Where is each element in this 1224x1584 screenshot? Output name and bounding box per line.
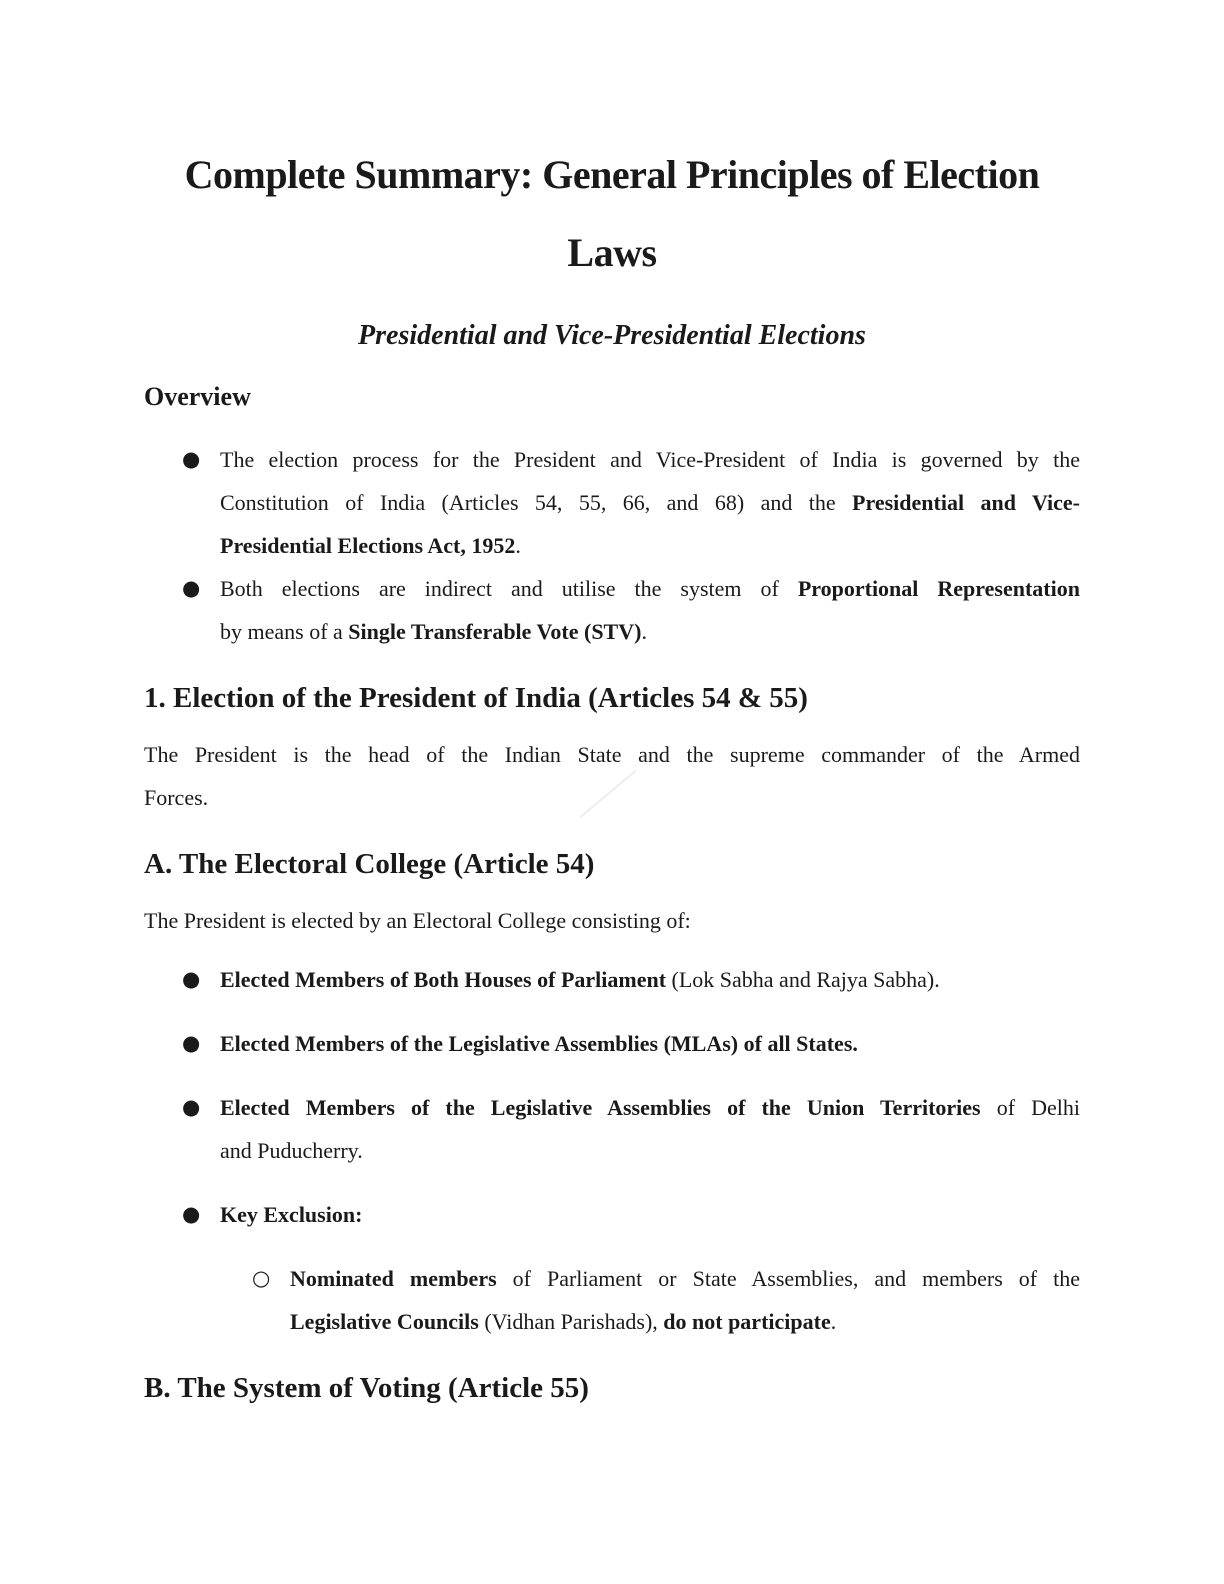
list-item-line <box>220 1129 1080 1172</box>
text-run-bold: Elected Members of the Legislative Assemblies of the Union Territories <box>220 1095 981 1120</box>
text-run: (Vidhan Parishads), <box>478 1309 664 1334</box>
text-run: Both elections are indirect and utilise the system of <box>220 576 798 601</box>
list-item <box>144 1193 1080 1236</box>
list-item-line <box>220 438 1080 481</box>
bullet-disc-icon: ● <box>182 447 201 471</box>
text-run-bold: Key Exclusion: <box>220 1202 363 1227</box>
list-item <box>144 567 1080 653</box>
bullet-list <box>144 958 1080 1343</box>
list-item-line <box>290 1300 1080 1343</box>
text-run-bold: Elected Members of Both Houses of Parliament <box>220 967 667 992</box>
bullet-disc-icon: ● <box>182 1031 201 1055</box>
list-item-line <box>220 1022 1080 1065</box>
document-subtitle: Presidential and Vice-Presidential Elections <box>358 320 866 351</box>
text-run: (Lok Sabha and Rajya Sabha). <box>666 967 940 992</box>
paragraph-line <box>144 776 1080 819</box>
text-run-bold: Elected Members of the Legislative Assemblies (MLAs) of all States. <box>220 1031 858 1056</box>
text-run: and Puducherry. <box>220 1138 363 1163</box>
text-run: The President is the head of the Indian State and the supreme commander of the Armed <box>144 742 1080 767</box>
list-item-line <box>220 1193 1080 1236</box>
list-item-line <box>220 958 1080 1001</box>
document-title-line-2: Laws <box>567 230 657 275</box>
heading-electoral-college: A. The Electoral College (Article 54) <box>144 848 595 880</box>
list-item-line <box>290 1257 1080 1300</box>
text-run: The President is elected by an Electoral College consisting of: <box>144 908 691 933</box>
text-run-bold: do not participate <box>663 1309 831 1334</box>
list-item <box>144 1022 1080 1065</box>
bullet-list <box>144 438 1080 653</box>
paragraph <box>144 899 1080 942</box>
text-run: Forces. <box>144 785 209 810</box>
text-run: . <box>830 1309 837 1334</box>
list-item <box>144 958 1080 1001</box>
list-item-line <box>220 1086 1080 1129</box>
heading-system-of-voting: B. The System of Voting (Article 55) <box>144 1372 589 1404</box>
text-run-bold: Legislative Councils <box>290 1309 479 1334</box>
bullet-disc-icon: ● <box>182 1202 201 1226</box>
list-item <box>144 438 1080 567</box>
document-blocks <box>144 375 1080 1411</box>
list-item-line <box>220 481 1080 524</box>
text-run: by means of a <box>220 619 349 644</box>
paragraph <box>144 733 1080 819</box>
heading-overview: Overview <box>144 382 251 411</box>
list-item-line <box>220 610 1080 653</box>
document-title-line-1: Complete Summary: General Principles of Election <box>184 152 1040 197</box>
document-content <box>144 0 1080 1411</box>
text-run: of Parliament or State Assemblies, and members of the <box>496 1266 1080 1291</box>
text-run: of Delhi <box>980 1095 1080 1120</box>
bullet-circle-icon: ○ <box>252 1266 271 1290</box>
bullet-disc-icon: ● <box>182 967 201 991</box>
text-run: . <box>515 533 521 558</box>
list-item-line <box>220 524 1080 567</box>
paragraph-line <box>144 733 1080 776</box>
text-run-bold: Presidential and Vice- <box>852 490 1080 515</box>
document-title <box>144 136 1080 292</box>
paragraph-line <box>144 899 1080 942</box>
text-run-bold: Nominated members <box>290 1266 497 1291</box>
text-run: . <box>641 619 647 644</box>
text-run-bold: Presidential Elections Act, 1952 <box>220 533 516 558</box>
list-item-line <box>220 567 1080 610</box>
text-run-bold: Proportional Representation <box>797 576 1080 601</box>
text-run-bold: Single Transferable Vote (STV) <box>348 619 642 644</box>
heading-election-president: 1. Election of the President of India (Articles 54 & 55) <box>144 682 808 714</box>
bullet-disc-icon: ● <box>182 576 201 600</box>
list-item <box>144 1086 1080 1172</box>
list-item <box>144 1257 1080 1343</box>
text-run: Constitution of India (Articles 54, 55, 66, and 68) and the <box>220 490 853 515</box>
bullet-disc-icon: ● <box>182 1095 201 1119</box>
text-run: The election process for the President and Vice-President of India is governed by the <box>220 447 1080 472</box>
